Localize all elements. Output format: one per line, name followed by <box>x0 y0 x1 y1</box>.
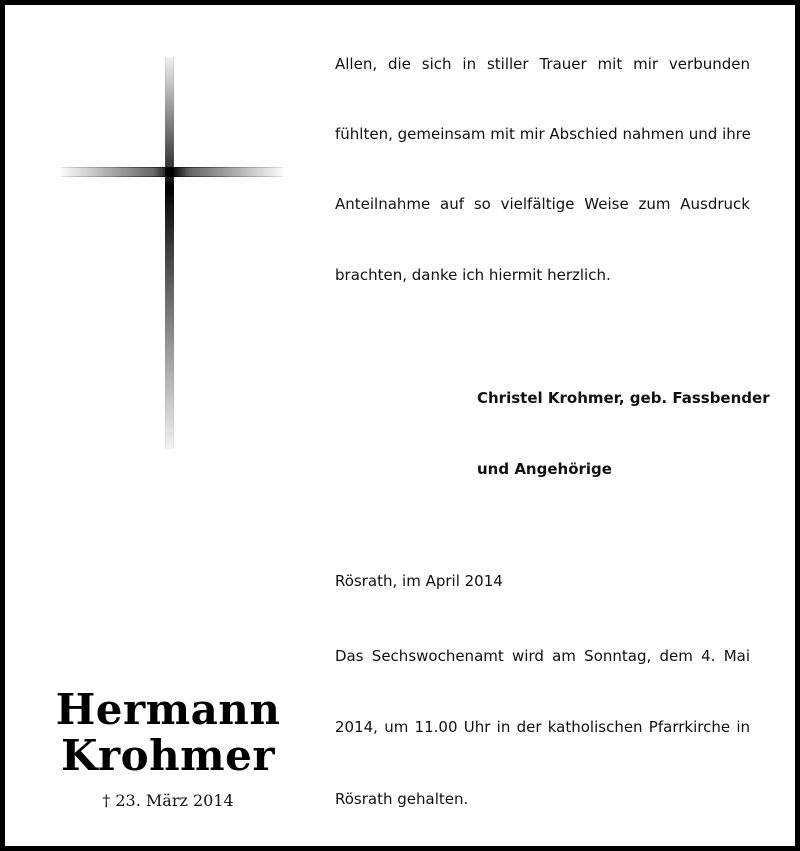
message-line-2: fühlten, gemeinsam mit mir Abschied nahmen und ihre <box>335 125 751 143</box>
message-line-4: brachten, danke ich hiermit herzlich. <box>335 266 611 284</box>
service-line-1: Das Sechswochenamt wird am Sonntag, dem 4. Mai <box>335 647 750 665</box>
cross-icon <box>61 57 283 449</box>
service-line-3: Rösrath gehalten. <box>335 790 469 808</box>
signature-relatives: und Angehörige <box>477 460 612 478</box>
signature-name: Christel Krohmer, geb. Fassbender <box>477 389 770 407</box>
deceased-last-name: Krohmer <box>61 731 275 780</box>
message-line-3: Anteilnahme auf so vielfältige Weise zum Ausdruck <box>335 195 750 213</box>
message-line-1: Allen, die sich in stiller Trauer mit mir verbunden <box>335 55 750 73</box>
place-date: Rösrath, im April 2014 <box>335 572 503 590</box>
death-date: † 23. März 2014 <box>102 791 234 810</box>
service-line-2: 2014, um 11.00 Uhr in der katholischen Pfarrkirche in <box>335 718 750 736</box>
deceased-first-name: Hermann <box>55 685 281 734</box>
